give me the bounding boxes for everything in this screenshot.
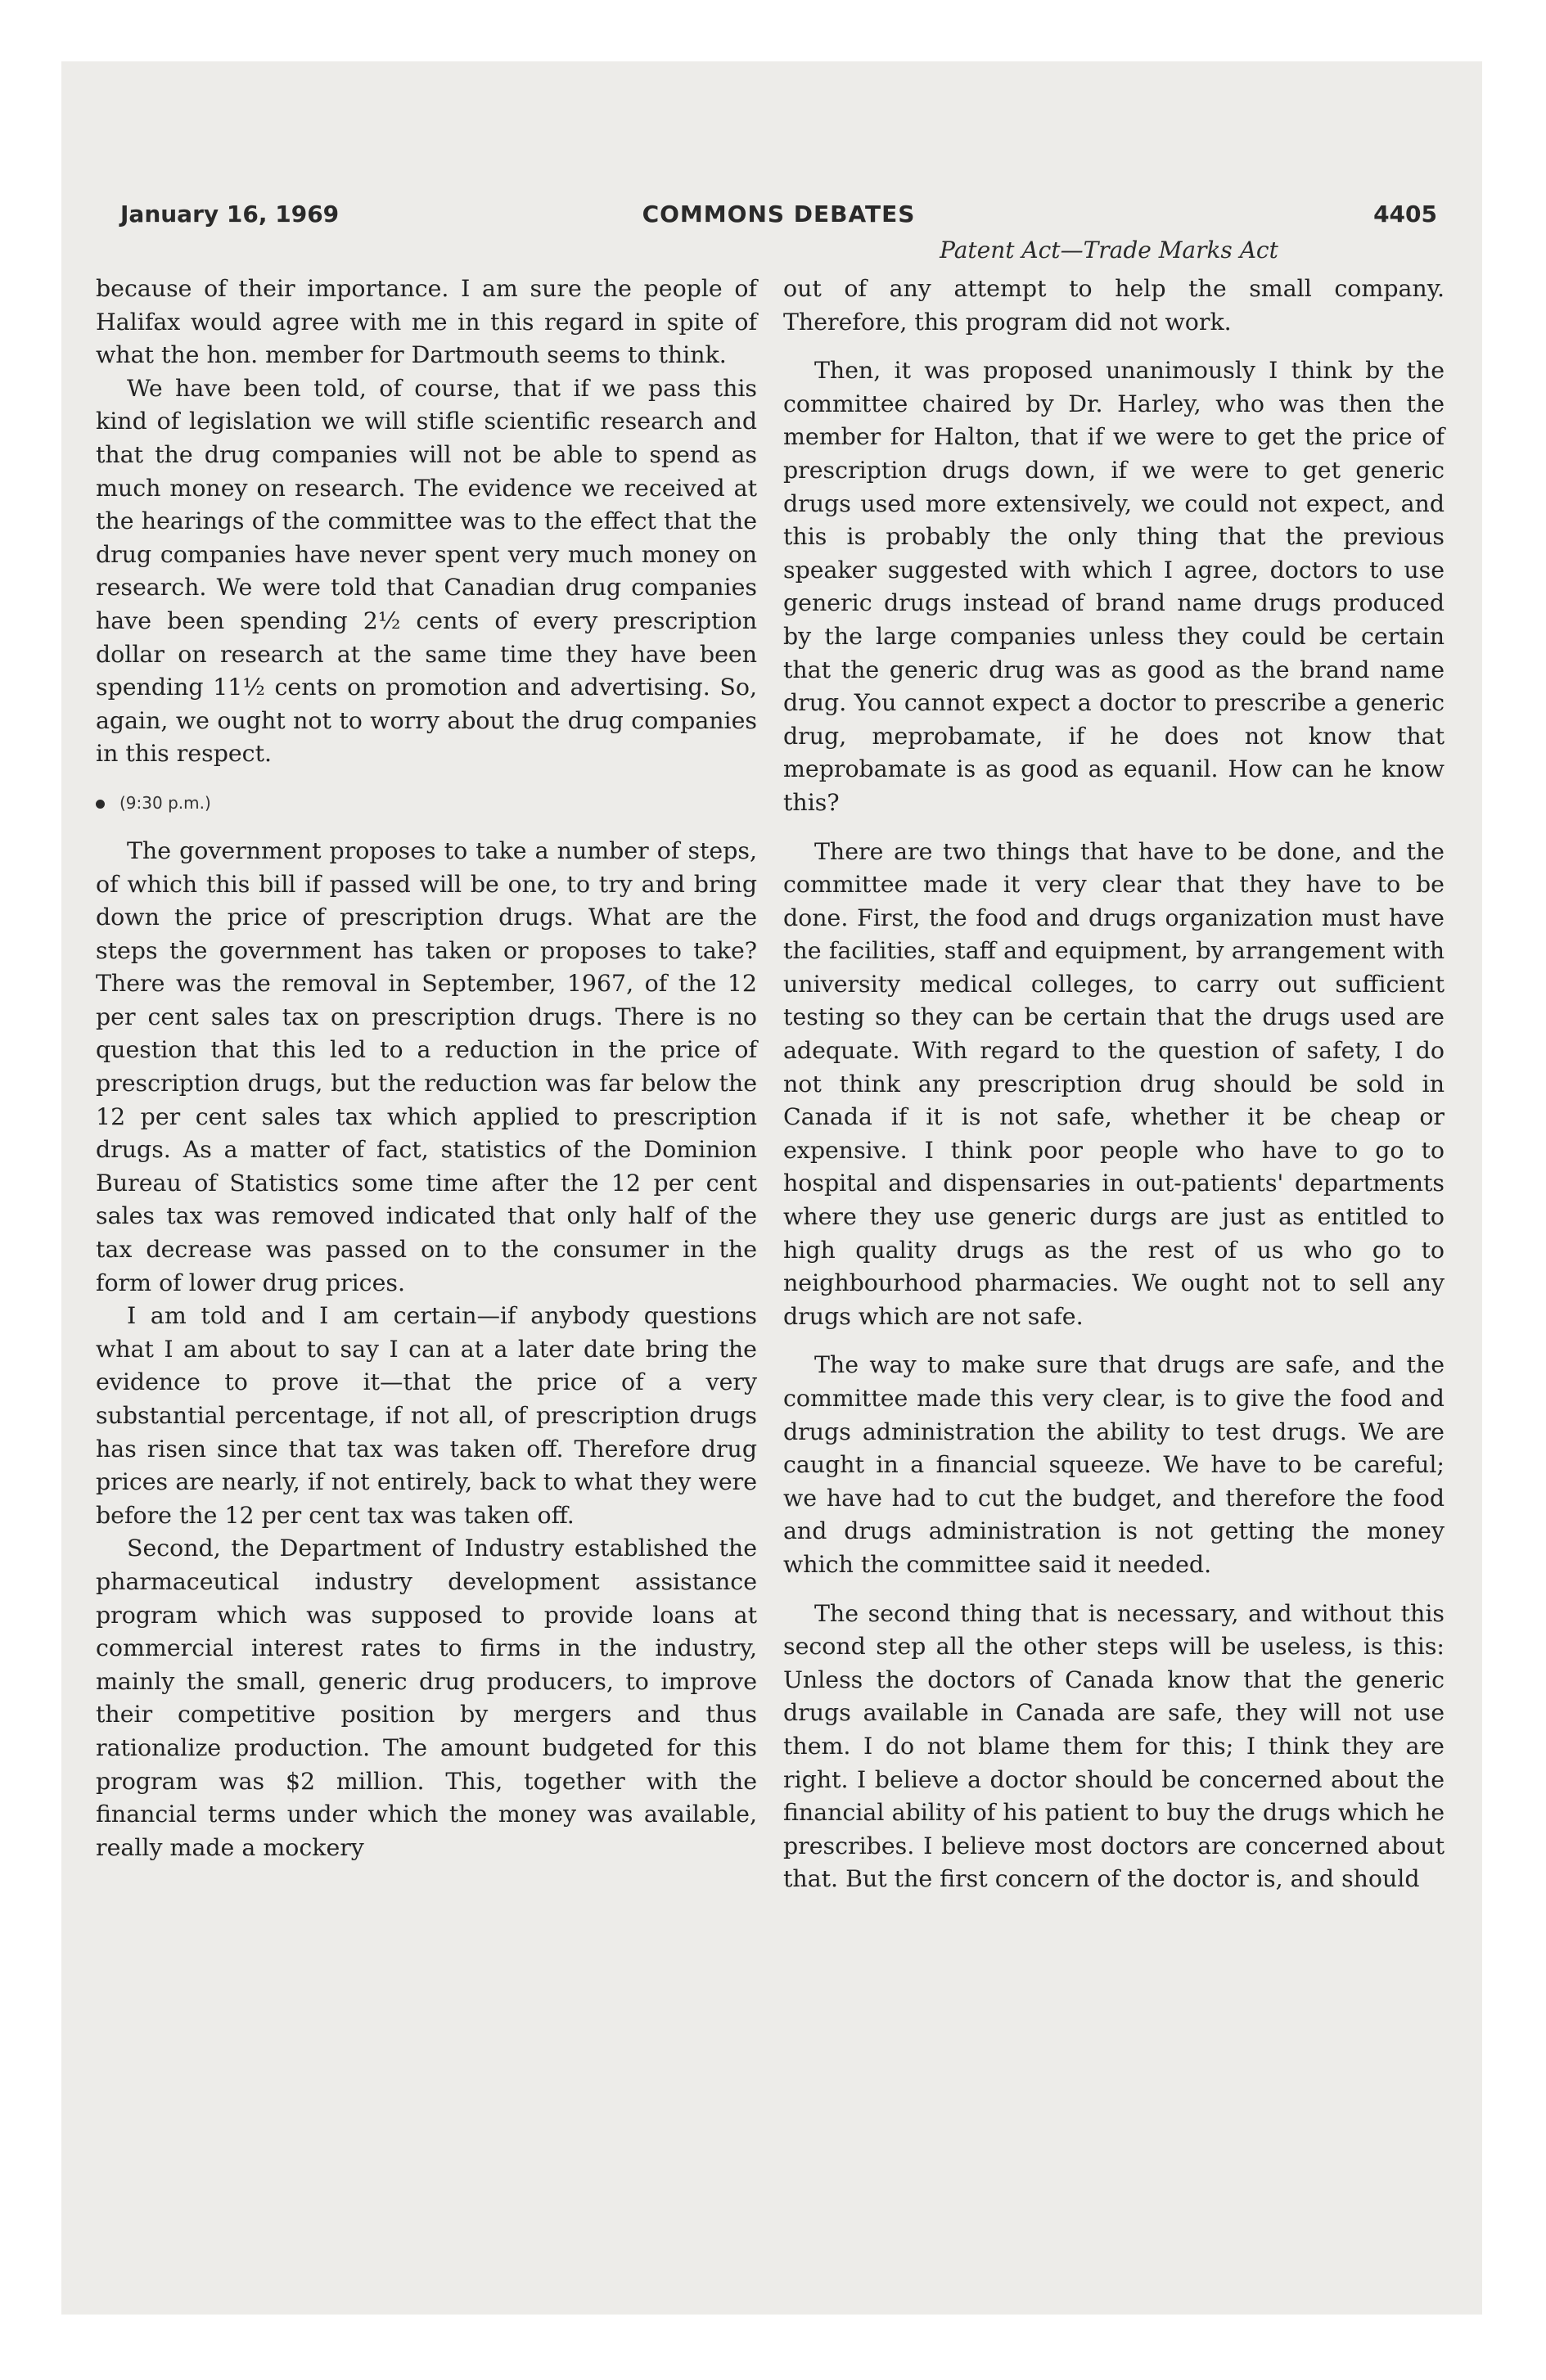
paragraph: I am told and I am certain—if anybody questions what I am about to say I can at a later date bring the evidence to prove it—that the price of a very substantial percentage, if not all, of prescription drugs has risen since that tax was taken off. Therefore drug prices are nearly, if not entirely, back to what they were before the 12 per cent tax was taken off.: [96, 1302, 757, 1529]
left-column: [96, 273, 757, 1864]
paragraph: The way to make sure that drugs are safe, and the committee made this very clear, is to give the food and drugs administration the ability to test drugs. We are caught in a financial squeeze. We have to be careful; we have had to cut the budget, and therefore the food and drugs administration is not getting the money which the committee said it needed.: [783, 1351, 1445, 1578]
paragraph: We have been told, of course, that if we pass this kind of legislation we will stifle scientific research and that the drug companies will not be able to spend as much money on research. The evidence we received at the hearings of the committee was to the effect that the drug companies have never spent very much money on research. We were told that Canadian drug companies have been spending 2½ cents of every prescription dollar on research at the same time they have been spending 11½ cents on promotion and advertising. So, again, we ought not to worry about the drug companies in this respect.: [96, 374, 757, 768]
paragraph: The second thing that is necessary, and without this second step all the other steps will be useless, is this: Unless the doctors of Canada know that the generic drugs available in Canada are safe, they will not use them. I do not blame them for this; I think they are right. I believe a doctor should be concerned about the financial ability of his patient to buy the drugs which he prescribes. I believe most doctors are concerned about that. But the first concern of the doctor is, and should: [783, 1599, 1445, 1893]
timestamp-text: (9:30 p.m.): [119, 792, 211, 813]
paragraph: There are two things that have to be done, and the committee made it very clear that they have to be done. First, the food and drugs organization must have the facilities, staff and equipment, by arrangement with university medical colleges, to carry out sufficient testing so they can be certain that the drugs used are adequate. With regard to the question of safety, I do not think any prescription drug should be sold in Canada if it is not safe, whether it be cheap or expensive. I think poor people who have to go to hospital and dispensaries in out-patients' departments where they use generic durgs are just as entitled to high quality drugs as the rest of us who go to neighbourhood pharmacies. We ought not to sell any drugs which are not safe.: [783, 837, 1445, 1330]
timestamp: [96, 787, 757, 819]
running-subtitle: Patent Act—Trade Marks Act: [940, 237, 1278, 264]
paragraph: The government proposes to take a number of steps, of which this bill if passed will be one, to try and bring down the price of prescription drugs. What are the steps the government has taken or proposes to take? There was the removal in September, 1967, of the 12 per cent sales tax on prescription drugs. There is no question that this led to a reduction in the price of prescription drugs, but the reduction was far below the 12 per cent sales tax which applied to prescription drugs. As a matter of fact, statistics of the Dominion Bureau of Statistics some time after the 12 per cent sales tax was removed indicated that only half of the tax decrease was passed on to the consumer in the form of lower drug prices.: [96, 836, 757, 1296]
paragraph: Then, it was proposed unanimously I think by the committee chaired by Dr. Harley, who was then the member for Halton, that if we were to get the price of prescription drugs down, if we were to get generic drugs used more extensively, we could not expect, and this is probably the only thing that the previous speaker suggested with which I agree, doctors to use generic drugs instead of brand name drugs produced by the large companies unless they could be certain that the generic drug was as good as the brand name drug. You cannot expect a doctor to prescribe a generic drug, meprobamate, if he does not know that meprobamate is as good as equanil. How can he know this?: [783, 357, 1445, 816]
header-page-number: 4405: [1373, 201, 1437, 228]
paragraph: because of their importance. I am sure the people of Halifax would agree with me in this regard in spite of what the hon. member for Dartmouth seems to think.: [96, 275, 757, 369]
bullet-icon: [96, 800, 105, 809]
paragraph: out of any attempt to help the small company. Therefore, this program did not work.: [783, 275, 1445, 336]
header-publication: COMMONS DEBATES: [642, 201, 916, 228]
paragraph: Second, the Department of Industry established the pharmaceutical industry development assistance program which was supposed to provide loans at commercial interest rates to firms in the industry, mainly the small, generic drug producers, to improve their competitive position by mergers and thus rationalize production. The amount budgeted for this program was $2 million. This, together with the financial terms under which the money was available, really made a mockery: [96, 1535, 757, 1861]
page-header: [120, 201, 1437, 237]
right-column: [783, 273, 1445, 1896]
header-date: January 16, 1969: [120, 201, 340, 228]
scanned-page: [61, 61, 1482, 2315]
